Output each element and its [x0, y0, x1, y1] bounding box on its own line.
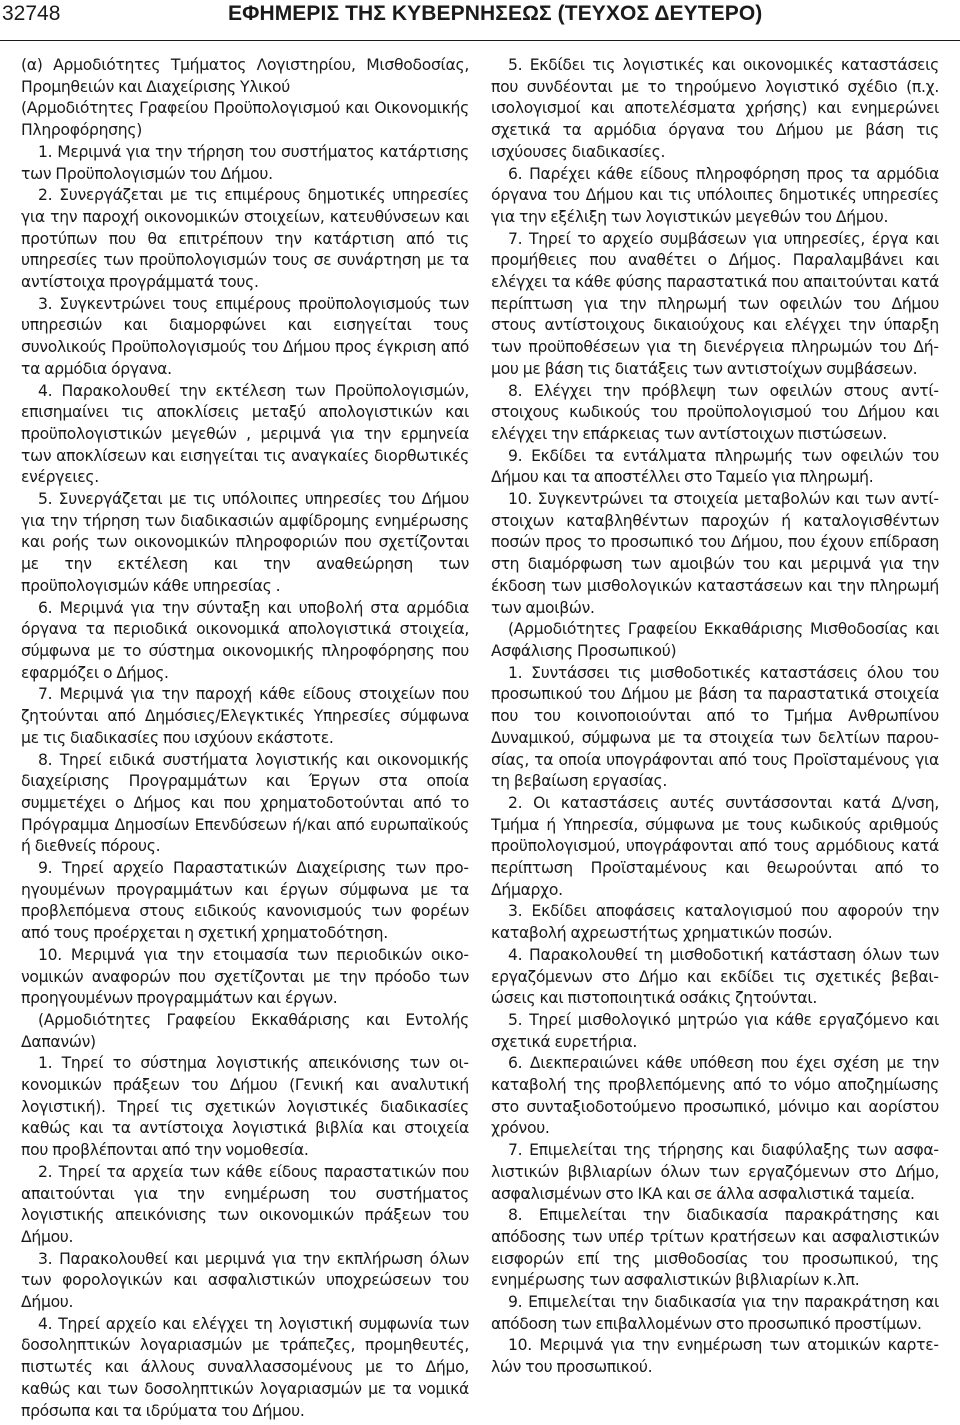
paragraph: 5. Τηρεί μισθολογικό μητρώο για κάθε εργαζόμενο και σχετικά ευρετήρια. — [491, 1010, 939, 1051]
paragraph: 5. Συνεργάζεται με τις υπόλοιπες υπηρεσίες του Δήμου για την τήρηση των διαδικασιών αμφίδρομης ενημέρωσης και ροής των οικονομικών πληροφοριών που σχετίζονται με την εκτέλεση και την αναθεώρηση των προϋπολογισμών κάθε υπηρεσίας . — [21, 490, 469, 595]
paragraph: 6. Μεριμνά για την σύνταξη και υποβολή στα αρμόδια όργανα τα περιοδικά οικονομικά απολογιστικά στοιχεία, σύμφωνα με το σύστημα οικονομικής πληροφόρησης που εφαρμόζει ο Δήμος. — [21, 598, 469, 682]
paragraph: 2. Τηρεί τα αρχεία των κάθε είδους παραστατικών που απαιτούνται για την ενημέρωση του συστήματος λογιστικής απεικόνισης των οικονομικών πράξεων του Δήμου. — [21, 1162, 469, 1246]
paragraph: 8. Τηρεί ειδικά συστήματα λογιστικής και οικονομικής διαχείρισης Προγραμμάτων και Έργων στα οποία συμμετέχει ο Δήμος και που χρηματοδοτούνται από το Πρόγραμμα Δημοσίων Επενδύσεων ή/και από ευρωπαϊκούς ή διεθνείς πόρους. — [21, 750, 469, 856]
paragraph: 10. Μεριμνά για την ετοιμασία των περιοδικών οικονομικών αναφορών που σχετίζονται με την πρόοδο των προηγουμένων προγραμμάτων και έργων. — [21, 945, 469, 1008]
paragraph: 4. Παρακολουθεί τη μισθοδοτική κατάσταση όλων των εργαζόμενων στο Δήμο και εκδίδει τις σχετικές βεβαιώσεις και πιστοποιητικά οσάκις ζητούνται. — [491, 945, 939, 1008]
paragraph: 3. Παρακολουθεί και μεριμνά για την εκπλήρωση όλων των φορολογικών και ασφαλιστικών υποχρεώσεων του Δήμου. — [21, 1249, 469, 1312]
paragraph: 2. Συνεργάζεται με τις επιμέρους δημοτικές υπηρεσίες για την παροχή οικονομικών στοιχείων, κατευθύνσεων και προτύπων που θα επιτρέπουν την κατάρτιση από τις υπηρεσίες των προϋπολογισμών τους σε συνάρτηση με τα αντίστοιχα προγράμματά τους. — [21, 186, 469, 292]
page-header — [0, 0, 960, 34]
header-rule — [0, 40, 960, 41]
section-heading: (Αρμοδιότητες Γραφείου Εκκαθάρισης Μισθοδοσίας και Ασφάλισης Προσωπικού) — [491, 620, 939, 660]
paragraph: 2. Οι καταστάσεις αυτές συντάσσονται κατά Δ/νση, Τμήμα ή Υπηρεσία, σύμφωνα με τους κωδικούς αριθμούς προϋπολογισμού, υπογράφονται από τους αρμόδιους κατά περίπτωση Προϊσταμένους και θεωρούνται από το Δήμαρχο. — [491, 793, 939, 899]
paragraph: 1. Συντάσσει τις μισθοδοτικές καταστάσεις όλου του προσωπικού του Δήμου με βάση τα παραστατικά στοιχεία που του κοινοποιούνται από το Τμήμα Ανθρωπίνου Δυναμικού, σύμφωνα με τα στοιχεία των δελτίων παρουσίας, τα οποία υπογράφονται από τους Προϊσταμένους για τη βεβαίωση εργασίας. — [491, 663, 939, 791]
paragraph: 8. Επιμελείται την διαδικασία παρακράτησης και απόδοσης των υπέρ τρίτων κρατήσεων και ασφαλιστικών εισφορών επί της μισθοδοσίας του προσωπικού, της ενημέρωσης των ασφαλιστικών βιβλιαρίων κ.λπ. — [491, 1206, 939, 1290]
paragraph: 4. Παρακολουθεί την εκτέλεση των Προϋπολογισμών, επισημαίνει τις αποκλίσεις μεταξύ απολογιστικών και προϋπολογιστικών μεγεθών , μεριμνά για την ερμηνεία των αποκλίσεων και εισηγείται τις αναγκαίες διορθωτικές ενέργειες. — [21, 381, 469, 487]
paragraph: 7. Μεριμνά για την παροχή κάθε είδους στοιχείων που ζητούνται από Δημόσιες/Ελεγκτικές Υπηρεσίες σύμφωνα με τις διαδικασίες που ισχύουν εκάστοτε. — [21, 685, 469, 747]
paragraph: 9. Τηρεί αρχείο Παραστατικών Διαχείρισης των προηγουμένων προγραμμάτων και έργων σύμφωνα με τα προβλεπόμενα στους ειδικούς κανονισμούς των φορέων από τους προέρχεται η σχετική χρηματοδότηση. — [21, 859, 469, 943]
paragraph: 1. Τηρεί το σύστημα λογιστικής απεικόνισης των οικονομικών πράξεων του Δήμου (Γενική και αναλυτική λογιστική). Τηρεί τις σχετικών λογιστικές διαδικασίες καθώς και τα αντίστοιχα λογιστικά βιβλία και στοιχεία που προβλέπονται από την νομοθεσία. — [21, 1054, 469, 1160]
paragraph: 9. Εκδίδει τα εντάλματα πληρωμής των οφειλών του Δήμου και τα αποστέλλει στο Ταμείο για πληρωμή. — [491, 446, 939, 487]
paragraph: 5. Εκδίδει τις λογιστικές και οικονομικές καταστάσεις που συνδέονται με το τηρούμενο λογιστικό σχέδιο (π.χ. ισολογισμοί και αποτελέσματα χρήσης) και ενημερώνει σχετικά τα αρμόδια όργανα του Δήμου με βάση τις ισχύουσες διαδικασίες. — [491, 56, 939, 161]
paragraph: 4. Τηρεί αρχείο και ελέγχει τη λογιστική συμφωνία των δοσοληπτικών λογαριασμών με τράπεζες, προμηθευτές, πιστωτές και άλλους συναλλασσομένους με το Δήμο, καθώς και των δοσοληπτικών λογαριασμών με τα νομικά πρόσωπα και τα ιδρύματα του Δήμου. — [21, 1314, 469, 1420]
paragraph: 6. Διεκπεραιώνει κάθε υπόθεση που έχει σχέση με την καταβολή της προβλεπόμενης από το νόμο αποζημίωσης στο συνταξιοδοτούμενο προσωπικό, μόνιμο και αορίστου χρόνου. — [491, 1054, 939, 1138]
right-column — [491, 55, 939, 1379]
paragraph: 10. Μεριμνά για την ενημέρωση των ατομικών καρτελών του προσωπικού. — [491, 1336, 939, 1377]
paragraph: 7. Επιμελείται της τήρησης και διαφύλαξης των ασφαλιστικών βιβλιαρίων όλων των εργαζόμενων στο Δήμο, ασφαλισμένων στο ΙΚΑ και σε άλλα ασφαλιστικά ταμεία. — [491, 1141, 939, 1203]
paragraph: (Αρμοδιότητες Γραφείου Προϋπολογισμού και Οικονομικής Πληροφόρησης) — [21, 99, 469, 140]
paragraph: 6. Παρέχει κάθε είδους πληροφόρηση προς τα αρμόδια όργανα του Δήμου και τις υπόλοιπες δημοτικές υπηρεσίες για την εξέλιξη των λογιστικών μεγεθών του Δήμου. — [491, 164, 939, 226]
paragraph: 7. Τηρεί το αρχείο συμβάσεων για υπηρεσίες, έργα και προμήθειες που αναθέτει ο Δήμος. Παραλαμβάνει και ελέγχει τα κάθε φύσης παραστατικά που απαιτούνται κατά περίπτωση για την πληρωμή των οφειλών του Δήμου στους αντίστοιχους δικαιούχους και ελέγχει την ύπαρξη των προϋποθέσεων για τη διενέργεια πληρωμών του Δήμου με βάση τις διατάξεις των αντιστοίχων συμβάσεων. — [491, 229, 939, 378]
paragraph: 3. Συγκεντρώνει τους επιμέρους προϋπολογισμούς των υπηρεσιών και διαμορφώνει και εισηγείται τους συνολικούς Προϋπολογισμούς του Δήμου προς έγκριση από τα αρμόδια όργανα. — [21, 294, 469, 378]
gazette-title: ΕΦΗΜΕΡΙΣ ΤΗΣ ΚΥΒΕΡΝΗΣΕΩΣ (ΤΕΥΧΟΣ ΔΕΥΤΕΡΟ) — [228, 2, 763, 25]
page-number: 32748 — [2, 2, 61, 25]
paragraph: 8. Ελέγχει την πρόβλεψη των οφειλών στους αντίστοιχους κωδικούς του προϋπολογισμού του Δήμου και ελέγχει την επάρκειας των αντίστοιχων πιστώσεων. — [491, 381, 939, 443]
left-column — [21, 55, 469, 1422]
paragraph: 9. Επιμελείται την διαδικασία για την παρακράτηση και απόδοση των επιβαλλομένων στο προσωπικό προστίμων. — [491, 1293, 939, 1333]
paragraph: 1. Μεριμνά για την τήρηση του συστήματος κατάρτισης των Προϋπολογισμών του Δήμου. — [21, 142, 469, 183]
paragraph: (α) Αρμοδιότητες Τμήματος Λογιστηρίου, Μισθοδοσίας, Προμηθειών και Διαχείρισης Υλικού — [21, 56, 469, 96]
paragraph: 10. Συγκεντρώνει τα στοιχεία μεταβολών και των αντίστοιχων καταβληθέντων παροχών ή καταλογισθέντων ποσών προς το προσωπικό του Δήμου, που έχουν επίδραση στη διαμόρφωση των αμοιβών του και μεριμνά για την έκδοση των μισθολογικών καταστάσεων και την πληρωμή των αμοιβών. — [491, 490, 939, 617]
paragraph: 3. Εκδίδει αποφάσεις καταλογισμού που αφορούν την καταβολή αχρεωστήτως χρηματικών ποσών. — [491, 902, 939, 943]
section-heading: (Αρμοδιότητες Γραφείου Εκκαθάρισης και Εντολής Δαπανών) — [21, 1010, 469, 1051]
